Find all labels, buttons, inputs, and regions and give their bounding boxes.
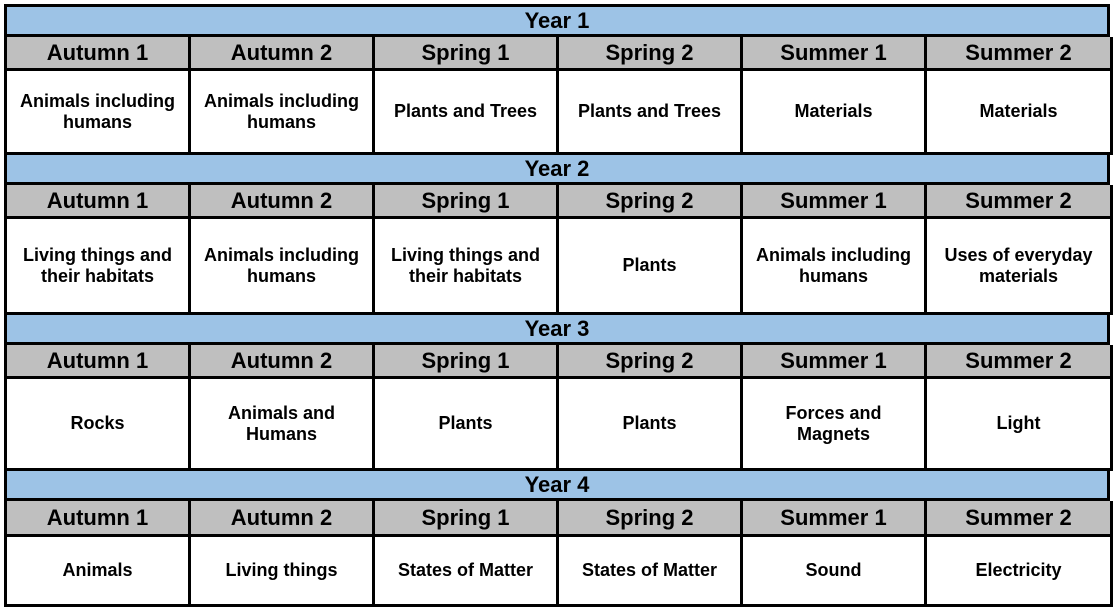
term-header-row bbox=[7, 185, 1110, 219]
topic-cell: Electricity bbox=[927, 537, 1113, 607]
term-header: Autumn 1 bbox=[7, 185, 191, 219]
term-header: Spring 1 bbox=[375, 345, 559, 379]
term-header: Autumn 2 bbox=[191, 501, 375, 537]
term-header: Summer 1 bbox=[743, 501, 927, 537]
topic-row bbox=[7, 379, 1110, 471]
year-header: Year 1 bbox=[7, 7, 1110, 37]
topic-row bbox=[7, 219, 1110, 315]
topic-cell: Animals and Humans bbox=[191, 379, 375, 471]
term-header: Autumn 1 bbox=[7, 345, 191, 379]
topic-row bbox=[7, 71, 1110, 155]
topic-cell: Plants and Trees bbox=[559, 71, 743, 155]
term-header: Autumn 2 bbox=[191, 185, 375, 219]
year-header: Year 4 bbox=[7, 471, 1110, 501]
term-header-row bbox=[7, 345, 1110, 379]
topic-cell: Living things and their habitats bbox=[7, 219, 191, 315]
topic-cell: Rocks bbox=[7, 379, 191, 471]
topic-cell: Materials bbox=[743, 71, 927, 155]
term-header: Spring 2 bbox=[559, 185, 743, 219]
topic-cell: Animals including humans bbox=[743, 219, 927, 315]
term-header-row bbox=[7, 501, 1110, 537]
term-header: Spring 2 bbox=[559, 501, 743, 537]
topic-cell: Light bbox=[927, 379, 1113, 471]
term-header: Autumn 1 bbox=[7, 501, 191, 537]
topic-cell: Animals including humans bbox=[191, 219, 375, 315]
topic-cell: Living things bbox=[191, 537, 375, 607]
year-header: Year 2 bbox=[7, 155, 1110, 185]
term-header: Summer 2 bbox=[927, 501, 1113, 537]
topic-row bbox=[7, 537, 1110, 607]
term-header: Autumn 2 bbox=[191, 37, 375, 71]
topic-cell: Living things and their habitats bbox=[375, 219, 559, 315]
topic-cell: Plants bbox=[375, 379, 559, 471]
topic-cell: Uses of everyday materials bbox=[927, 219, 1113, 315]
term-header: Autumn 2 bbox=[191, 345, 375, 379]
year-header: Year 3 bbox=[7, 315, 1110, 345]
term-header: Summer 2 bbox=[927, 345, 1113, 379]
term-header: Summer 2 bbox=[927, 185, 1113, 219]
curriculum-grid bbox=[4, 4, 1110, 607]
term-header: Spring 2 bbox=[559, 345, 743, 379]
term-header: Autumn 1 bbox=[7, 37, 191, 71]
term-header: Summer 2 bbox=[927, 37, 1113, 71]
topic-cell: Animals bbox=[7, 537, 191, 607]
topic-cell: Materials bbox=[927, 71, 1113, 155]
topic-cell: Animals including humans bbox=[191, 71, 375, 155]
term-header: Summer 1 bbox=[743, 37, 927, 71]
term-header: Spring 1 bbox=[375, 37, 559, 71]
topic-cell: Animals including humans bbox=[7, 71, 191, 155]
topic-cell: Plants bbox=[559, 379, 743, 471]
term-header: Spring 1 bbox=[375, 501, 559, 537]
term-header: Spring 1 bbox=[375, 185, 559, 219]
term-header-row bbox=[7, 37, 1110, 71]
term-header: Summer 1 bbox=[743, 185, 927, 219]
topic-cell: Forces and Magnets bbox=[743, 379, 927, 471]
topic-cell: States of Matter bbox=[375, 537, 559, 607]
topic-cell: Sound bbox=[743, 537, 927, 607]
topic-cell: States of Matter bbox=[559, 537, 743, 607]
term-header: Summer 1 bbox=[743, 345, 927, 379]
topic-cell: Plants bbox=[559, 219, 743, 315]
topic-cell: Plants and Trees bbox=[375, 71, 559, 155]
term-header: Spring 2 bbox=[559, 37, 743, 71]
